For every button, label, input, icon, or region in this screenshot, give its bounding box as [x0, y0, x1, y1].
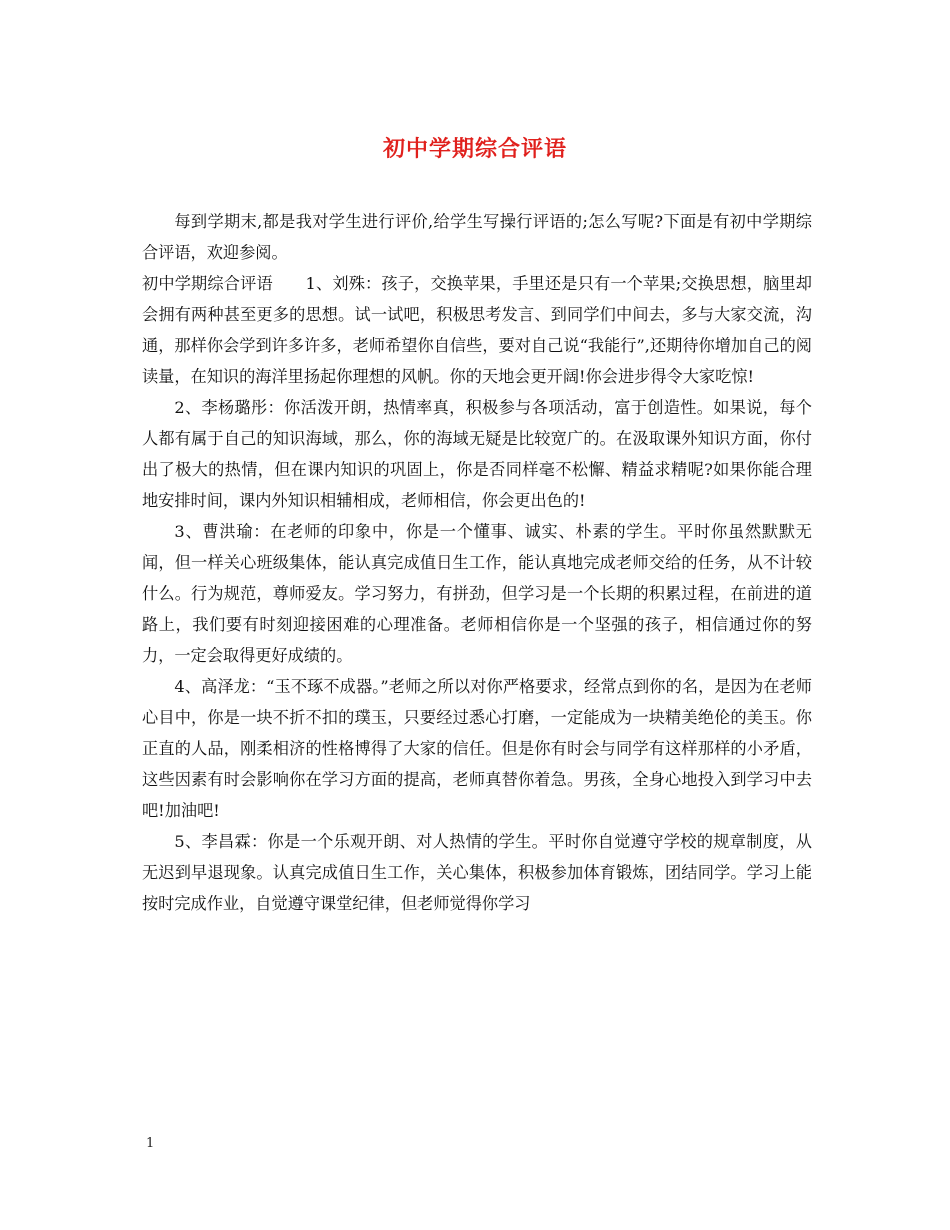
document-body [142, 206, 812, 919]
page-number: 1 [146, 1136, 155, 1151]
paragraph: 每到学期末,都是我对学生进行评价,给学生写操行评语的;怎么写呢?下面是有初中学期综合评语，欢迎参阅。 [142, 212, 812, 262]
paragraph: 2、李杨璐彤：你活泼开朗，热情率真，积极参与各项活动，富于创造性。如果说，每个人都有属于自己的知识海域，那么，你的海域无疑是比较宽广的。在汲取课外知识方面，你付出了极大的热情，但在课内知识的巩固上，你是否同样毫不松懈、精益求精呢?如果你能合理地安排时间，课内外知识相辅相成，老师相信，你会更出色的! [142, 398, 812, 510]
document-title: 初中学期综合评语 [382, 136, 567, 162]
paragraph: 3、曹洪瑜：在老师的印象中，你是一个懂事、诚实、朴素的学生。平时你虽然默默无闻，但一样关心班级集体，能认真完成值日生工作，能认真地完成老师交给的任务，从不计较什么。行为规范，尊师爱友。学习努力，有拼劲，但学习是一个长期的积累过程，在前进的道路上，我们要有时刻迎接困难的心理准备。老师相信你是一个坚强的孩子，相信通过你的努力，一定会取得更好成绩的。 [142, 522, 812, 665]
paragraph: 5、李昌霖：你是一个乐观开朗、对人热情的学生。平时你自觉遵守学校的规章制度，从无迟到早退现象。认真完成值日生工作，关心集体，积极参加体育锻炼，团结同学。学习上能按时完成作业，自觉遵守课堂纪律，但老师觉得你学习 [142, 832, 812, 913]
paragraph: 初中学期综合评语 1、刘殊：孩子，交换苹果，手里还是只有一个苹果;交换思想，脑里却会拥有两种甚至更多的思想。试一试吧，积极思考发言、到同学们中间去，多与大家交流，沟通，那样你会学到许多许多，老师希望你自信些，要对自己说“我能行”,还期待你增加自己的阅读量，在知识的海洋里扬起你理想的风帆。你的天地会更开阔!你会进步得令大家吃惊! [142, 274, 812, 386]
paragraph: 4、高泽龙：“玉不琢不成器。”老师之所以对你严格要求，经常点到你的名，是因为在老师心目中，你是一块不折不扣的璞玉，只要经过悉心打磨，一定能成为一块精美绝伦的美玉。你正直的人品，刚柔相济的性格博得了大家的信任。但是你有时会与同学有这样那样的小矛盾，这些因素有时会影响你在学习方面的提高，老师真替你着急。男孩，全身心地投入到学习中去吧!加油吧! [142, 677, 812, 820]
